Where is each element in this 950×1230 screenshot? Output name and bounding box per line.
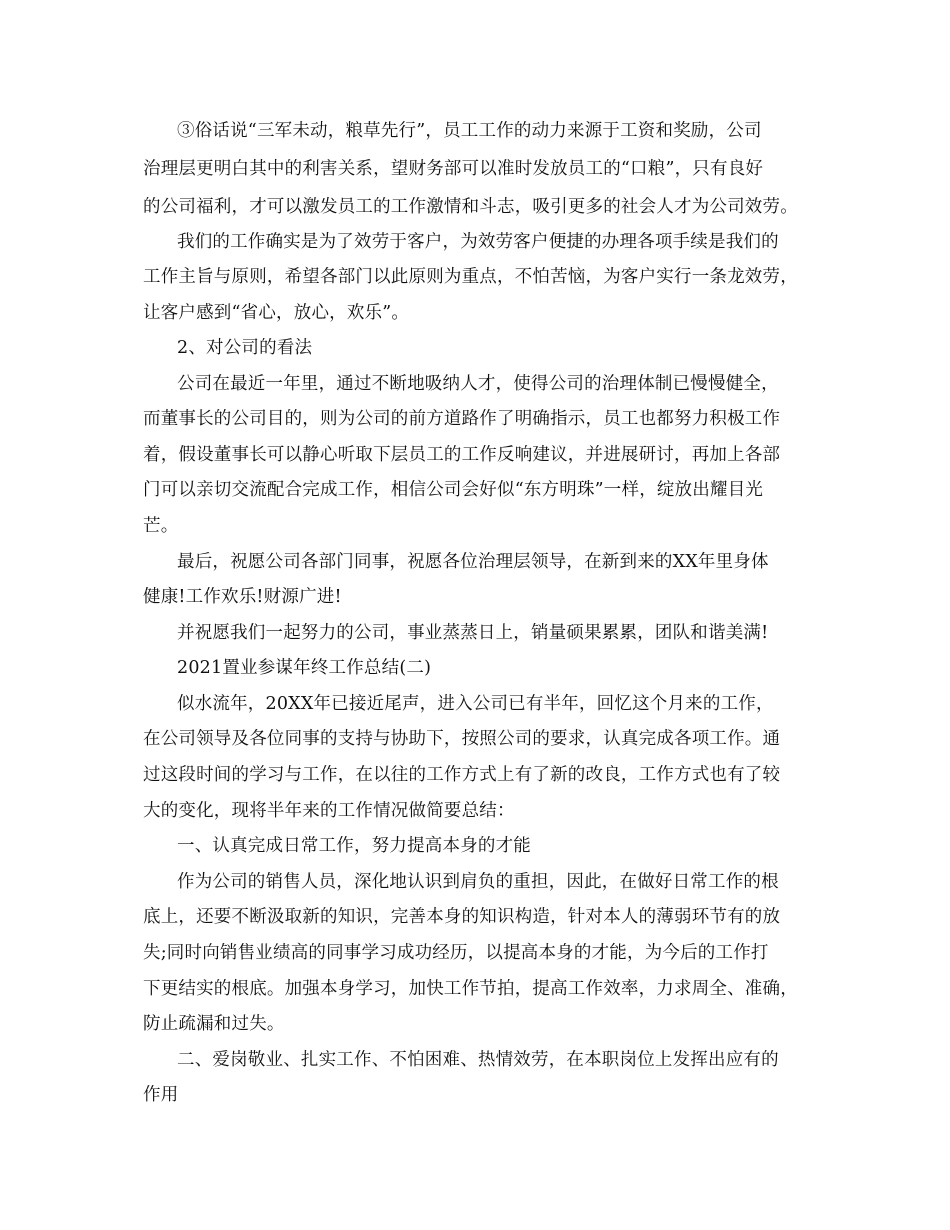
text-line: 大的变化，现将半年来的工作情况做简要总结： [143, 801, 515, 821]
text-line: 的公司福利，才可以激发员工的工作激情和斗志，吸引更多的社会人才为公司效劳。 [143, 197, 798, 217]
document-title: 2021置业参谋年终工作总结(二) [177, 658, 432, 678]
text-line: 底上，还要不断汲取新的知识，完善本身的知识构造，针对本人的薄弱环节有的放 [143, 907, 781, 927]
text-line: 失;同时向销售业绩高的同事学习成功经历，以提高本身的才能，为今后的工作打 [143, 943, 769, 963]
text-line: 我们的工作确实是为了效劳于客户，为效劳客户便捷的办理各项手续是我们的 [177, 232, 779, 252]
text-line: 过这段时间的学习与工作，在以往的工作方式上有了新的改良，工作方式也有了较 [143, 765, 781, 785]
section-heading: 2、对公司的看法 [177, 338, 313, 358]
text-line: 防止疏漏和过失。 [143, 1014, 285, 1034]
text-line: 似水流年，20XX年已接近尾声，进入公司已有半年，回忆这个月来的工作， [177, 694, 774, 714]
text-line: 下更结实的根底。加强本身学习，加快工作节拍，提高工作效率，力求周全、准确， [143, 979, 798, 999]
text-line: 让客户感到“省心，放心，欢乐”。 [143, 303, 410, 323]
text-line: ③俗话说“三军未动，粮草先行”，员工工作的动力来源于工资和奖励，公司 [177, 121, 762, 141]
text-line: 健康!工作欢乐!财源广进! [143, 587, 342, 607]
text-line: 最后，祝愿公司各部门同事，祝愿各位治理层领导，在新到来的XX年里身体 [177, 552, 769, 572]
text-line: 工作主旨与原则，希望各部门以此原则为重点，不怕苦恼，为客户实行一条龙效劳， [143, 267, 798, 287]
text-line: 作为公司的销售人员，深化地认识到肩负的重担，因此，在做好日常工作的根 [177, 872, 779, 892]
text-line: 并祝愿我们一起努力的公司，事业蒸蒸日上，销量硕果累累，团队和谐美满! [177, 623, 769, 643]
text-line: 公司在最近一年里，通过不断地吸纳人才，使得公司的治理体制已慢慢健全， [177, 374, 779, 394]
text-line: 作用 [143, 1085, 179, 1105]
text-line: 而董事长的公司目的，则为公司的前方道路作了明确指示，员工也都努力积极工作 [143, 409, 781, 429]
text-line: 在公司领导及各位同事的支持与协助下，按照公司的要求，认真完成各项工作。通 [143, 729, 781, 749]
section-heading: 一、认真完成日常工作，努力提高本身的才能 [177, 836, 531, 856]
text-line: 门可以亲切交流配合完成工作，相信公司会好似“东方明珠”一样，绽放出耀目光 [143, 480, 764, 500]
text-line: 芒。 [143, 516, 179, 536]
text-line: 治理层更明白其中的利害关系，望财务部可以准时发放员工的“口粮”，只有良好 [143, 159, 764, 179]
text-line: 着，假设董事长可以静心听取下层员工的工作反响建议，并进展研讨，再加上各部 [143, 445, 781, 465]
section-heading: 二、爱岗敬业、扎实工作、不怕困难、热情效劳，在本职岗位上发挥出应有的 [177, 1050, 779, 1070]
